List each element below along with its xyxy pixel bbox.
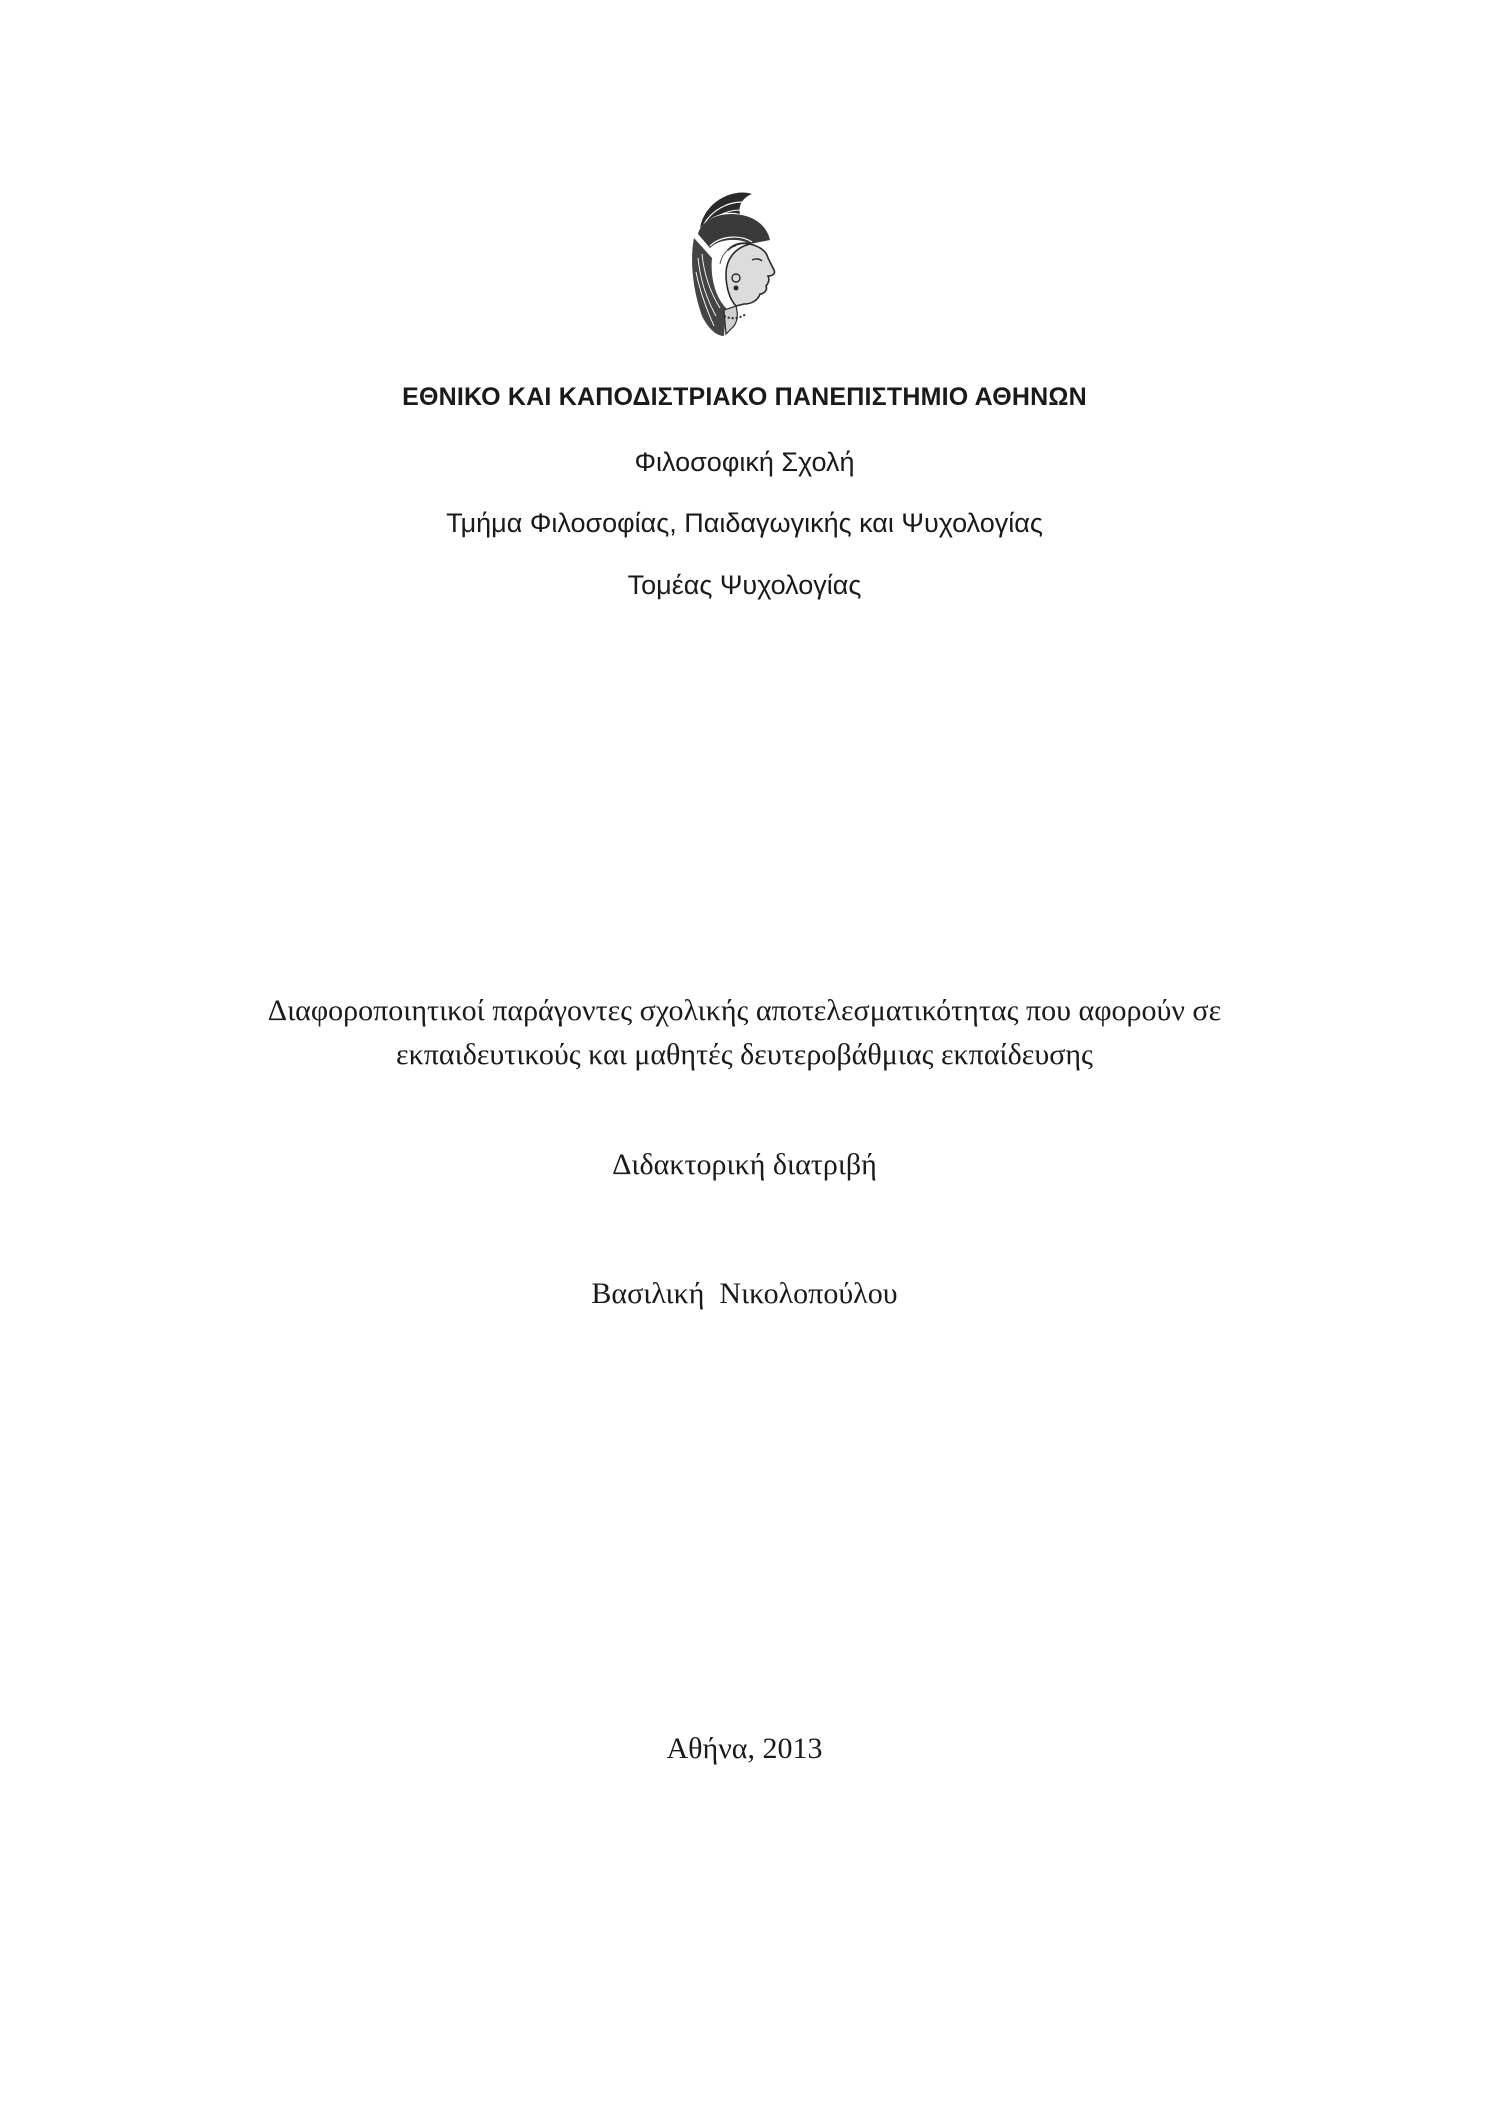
author-name: Βασιλική Νικολοπούλου — [591, 1277, 898, 1310]
department-name: Τμήμα Φιλοσοφίας, Παιδαγωγικής και Ψυχολογίας — [446, 508, 1043, 538]
place-and-date: Αθήνα, 2013 — [666, 1732, 823, 1765]
university-name: ΕΘΝΙΚΟ ΚΑΙ ΚΑΠΟΔΙΣΤΡΙΑΚΟ ΠΑΝΕΠΙΣΤΗΜΙΟ ΑΘΗΝΩΝ — [402, 383, 1087, 411]
school-name: Φιλοσοφική Σχολή — [634, 447, 855, 477]
athena-head-emblem-icon — [680, 188, 790, 338]
sector-name: Τομέας Ψυχολογίας — [627, 570, 862, 600]
document-type: Διδακτορική διατριβή — [612, 1148, 877, 1181]
thesis-title-line: Διαφοροποιητικοί παράγοντες σχολικής αποτελεσματικότητας που αφορούν σε — [267, 994, 1222, 1027]
thesis-title-line: εκπαιδευτικούς και μαθητές δευτεροβάθμιας εκπαίδευσης — [396, 1038, 1093, 1071]
thesis-title — [0, 989, 1489, 1077]
